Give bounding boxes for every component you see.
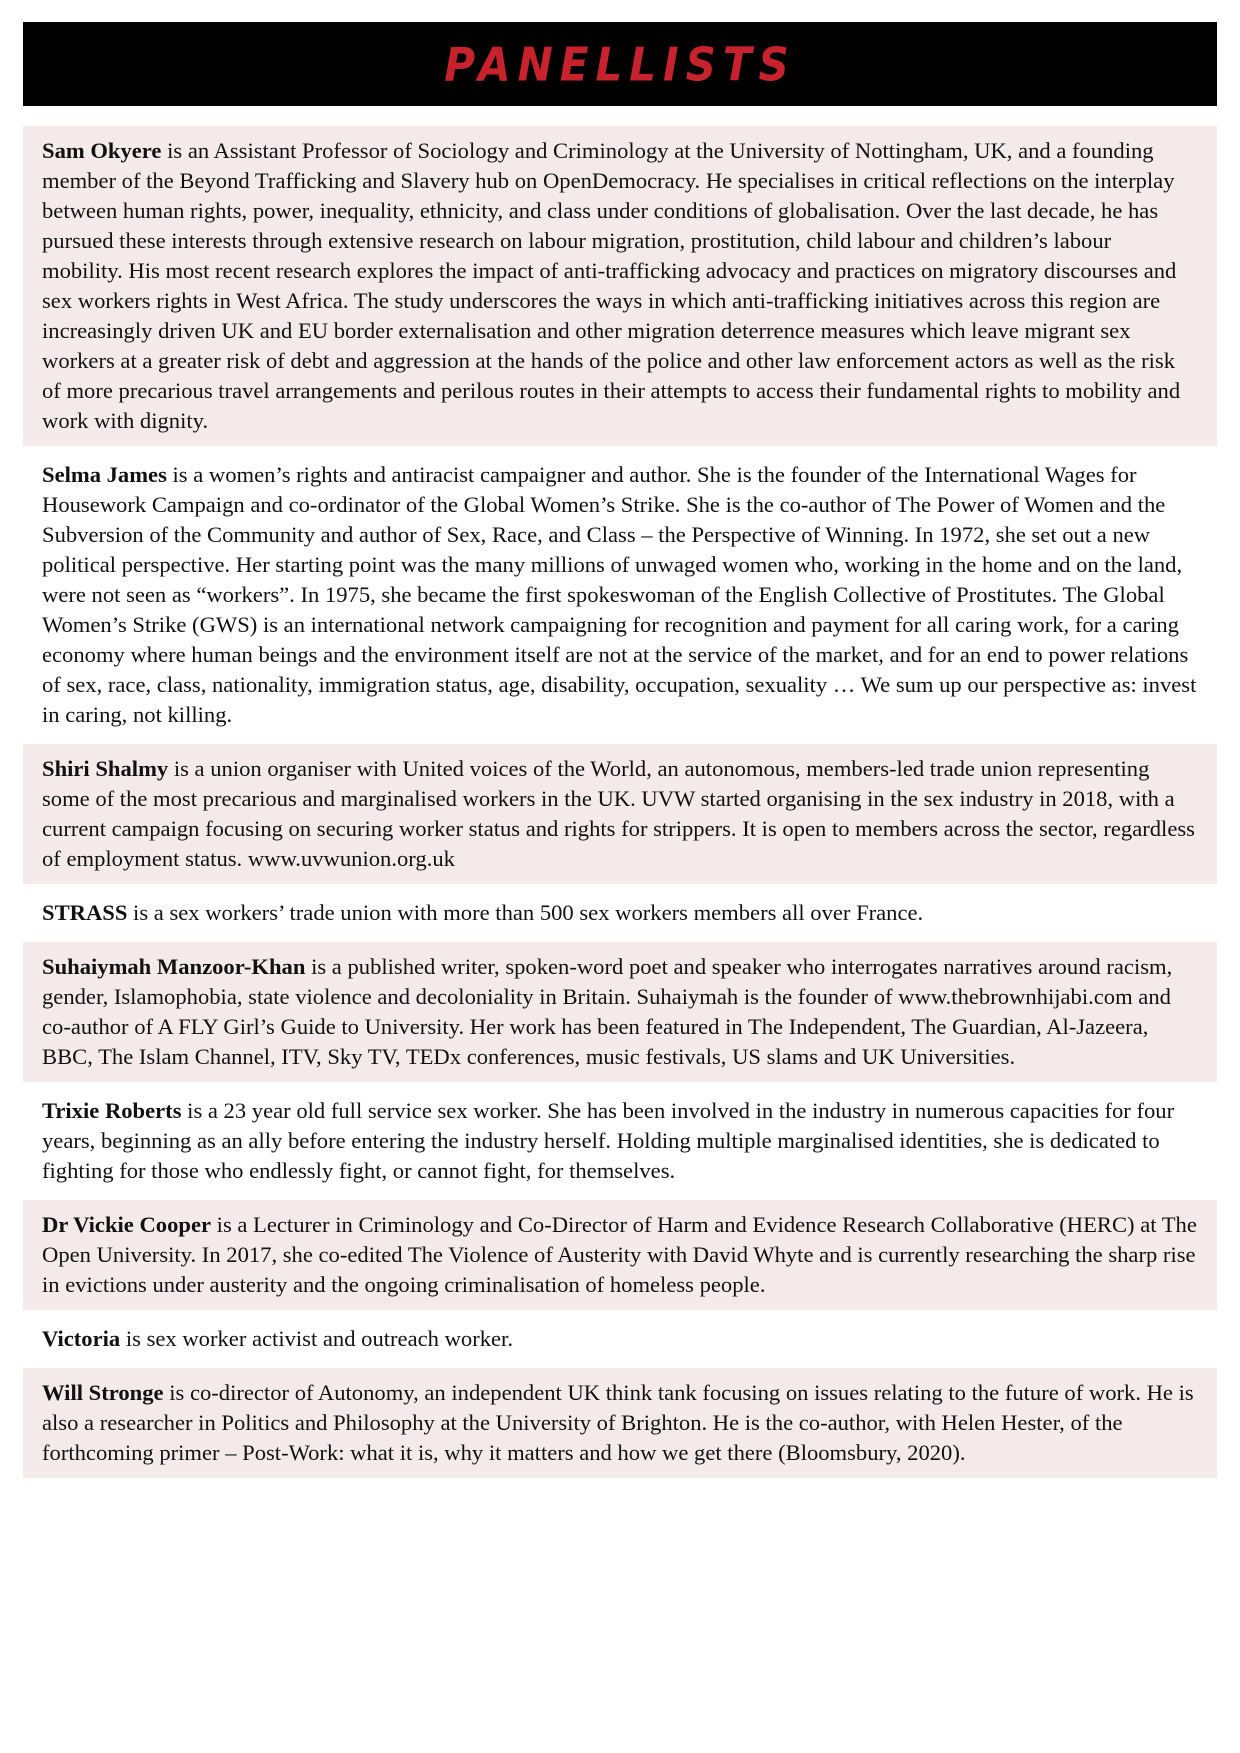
panelist-name: Trixie Roberts <box>42 1098 182 1123</box>
panelist-name: Will Stronge <box>42 1380 164 1405</box>
panelist-entry <box>23 450 1217 740</box>
panelist-bio: is an Assistant Professor of Sociology and Criminology at the University of Nottingham, UK, and a founding member of the Beyond Trafficking and Slavery hub on OpenDemocracy. He specialises in critical reflections on the interplay between human rights, power, inequality, ethnicity, and class under conditions of globalisation. Over the last decade, he has pursued these interests through extensive research on labour migration, prostitution, child labour and children’s labour mobility. His most recent research explores the impact of anti-trafficking advocacy and practices on migratory discourses and sex workers rights in West Africa. The study underscores the ways in which anti-trafficking initiatives across this region are increasingly driven UK and EU border externalisation and other migration deterrence measures which leave migrant sex workers at a greater risk of debt and aggression at the hands of the police and other law enforcement actors as well as the risk of more precarious travel arrangements and perilous routes in their attempts to access their fundamental rights to mobility and work with dignity. <box>42 138 1181 433</box>
panelist-bio: is a women’s rights and antiracist campaigner and author. She is the founder of the International Wages for Housework Campaign and co-ordinator of the Global Women’s Strike. She is the co-author of The Power of Women and the Subversion of the Community and author of Sex, Race, and Class – the Perspective of Winning. In 1972, she set out a new political perspective. Her starting point was the many millions of unwaged women who, working in the home and on the land, were not seen as “workers”. In 1975, she became the first spokeswoman of the English Collective of Prostitutes. The Global Women’s Strike (GWS) is an international network campaigning for recognition and payment for all caring work, for a caring economy where human beings and the environment itself are not at the service of the market, and for an end to power relations of sex, race, class, nationality, immigration status, age, disability, occupation, sexuality … We sum up our perspective as: invest in caring, not killing. <box>42 462 1197 727</box>
panelist-bio: is a union organiser with United voices of the World, an autonomous, members-led trade union representing some of the most precarious and marginalised workers in the UK. UVW started organising in the sex industry in 2018, with a current campaign focusing on securing worker status and rights for strippers. It is open to members across the sector, regardless of employment status. www.uvwunion.org.uk <box>42 756 1195 871</box>
panelist-name: Dr Vickie Cooper <box>42 1212 212 1237</box>
panelist-entry <box>23 888 1217 938</box>
panelist-bio: is sex worker activist and outreach worker. <box>120 1326 513 1351</box>
panelist-bio: is a published writer, spoken-word poet and speaker who interrogates narratives around racism, gender, Islamophobia, state violence and decoloniality in Britain. Suhaiymah is the founder of www.thebrownhijabi.com and co-author of A FLY Girl’s Guide to University. Her work has been featured in The Independent, The Guardian, Al-Jazeera, BBC, The Islam Channel, ITV, Sky TV, TEDx conferences, music festivals, US slams and UK Universities. <box>42 954 1173 1069</box>
panelist-name: Suhaiymah Manzoor-Khan <box>42 954 306 979</box>
panelist-bio: is co-director of Autonomy, an independent UK think tank focusing on issues relating to the future of work. He is also a researcher in Politics and Philosophy at the University of Brighton. He is the co-author, with Helen Hester, of the forthcoming primer – Post-Work: what it is, why it matters and how we get there (Bloomsbury, 2020). <box>42 1380 1194 1465</box>
panelist-name: Shiri Shalmy <box>42 756 169 781</box>
panelist-name: Selma James <box>42 462 167 487</box>
panelist-entry <box>23 1086 1217 1196</box>
page-title: PANELLISTS <box>444 37 796 91</box>
panelist-name: STRASS <box>42 900 128 925</box>
panelist-bio: is a 23 year old full service sex worker. She has been involved in the industry in numerous capacities for four years, beginning as an ally before entering the industry herself. Holding multiple marginalised identities, she is dedicated to fighting for those who endlessly fight, or cannot fight, for themselves. <box>42 1098 1175 1183</box>
panelist-entry <box>23 126 1217 446</box>
panelist-entry <box>23 1368 1217 1478</box>
panelist-entry <box>23 942 1217 1082</box>
panelist-entry <box>23 1200 1217 1310</box>
panellists-page <box>23 22 1217 1482</box>
title-bar <box>23 22 1217 106</box>
panelist-bio: is a Lecturer in Criminology and Co-Director of Harm and Evidence Research Collaborative (HERC) at The Open University. In 2017, she co-edited The Violence of Austerity with David Whyte and is currently researching the sharp rise in evictions under austerity and the ongoing criminalisation of homeless people. <box>42 1212 1197 1297</box>
panelist-entry <box>23 744 1217 884</box>
panelist-name: Sam Okyere <box>42 138 162 163</box>
panelist-bio: is a sex workers’ trade union with more than 500 sex workers members all over France. <box>127 900 924 925</box>
panelist-name: Victoria <box>42 1326 121 1351</box>
panelist-list <box>23 126 1217 1478</box>
panelist-entry <box>23 1314 1217 1364</box>
